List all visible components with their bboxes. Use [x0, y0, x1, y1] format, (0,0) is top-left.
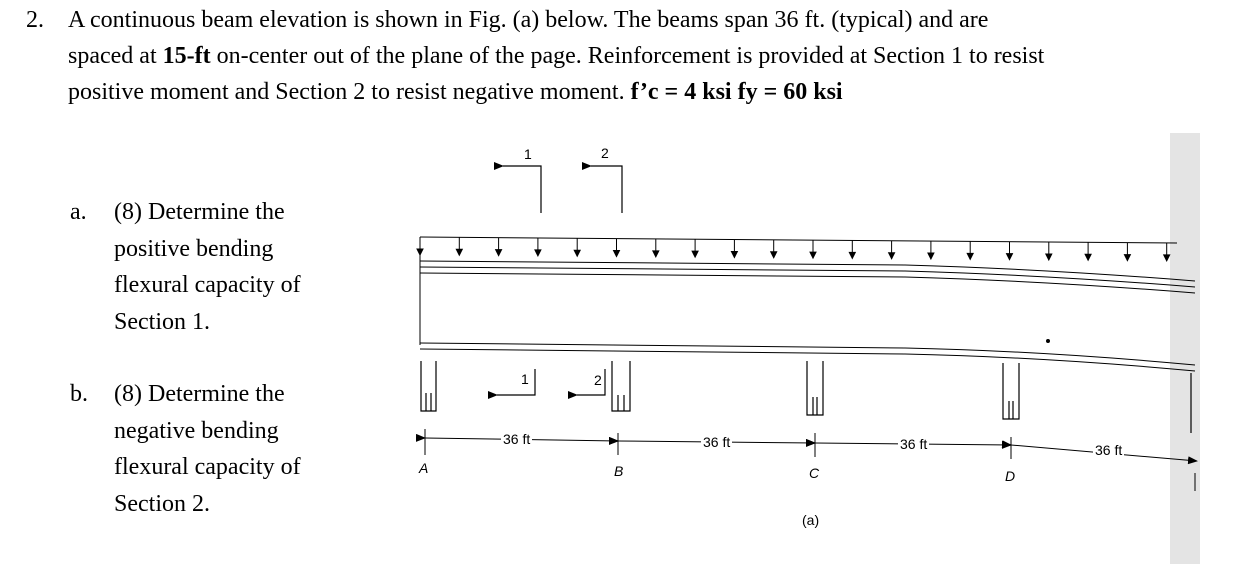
part-line: negative bending: [114, 417, 279, 444]
part-line: flexural capacity of: [114, 454, 301, 480]
span-label-cd: 36 ft: [900, 436, 928, 452]
intro-line-3: [68, 74, 1218, 110]
intro-text: on-center out of the plane of the page. Reinforcement is provided at Section 1 to resist: [210, 43, 1045, 69]
part-line: flexural capacity of: [114, 272, 301, 298]
load-arrow-head: [928, 253, 934, 259]
load-arrow-head: [574, 250, 580, 256]
load-arrow-head: [967, 253, 973, 259]
span-label-bc: 36 ft: [703, 434, 731, 450]
part-text: [114, 376, 354, 522]
intro-text: positive moment and Section 2 to resist negative moment.: [68, 79, 631, 105]
section-mark-1: 1: [524, 146, 532, 162]
load-arrow-head: [1007, 254, 1013, 260]
support-label-b: B: [614, 463, 624, 479]
support-label-c: C: [809, 465, 820, 481]
section-mark-2: 2: [601, 145, 609, 161]
part-letter: a.: [70, 199, 87, 225]
span-dimensions: [425, 429, 1197, 491]
problem-number: 2.: [26, 7, 44, 33]
load-arrow-head: [731, 251, 737, 257]
intro-line-1: A continuous beam elevation is shown in Fig. (a) below. The beams span 36 ft. (typical) and are: [68, 7, 989, 33]
support-label-a: A: [419, 460, 429, 476]
support-columns: [421, 361, 1191, 433]
problem-intro: [68, 2, 1218, 110]
load-arrow-head: [692, 251, 698, 257]
load-arrow-head: [1124, 255, 1130, 261]
load-arrow-head: [1085, 254, 1091, 260]
support-label-d: D: [1005, 468, 1016, 484]
distributed-load: [417, 237, 1177, 261]
section-cut-1-top: [503, 166, 541, 213]
part-line: (8) Determine the: [114, 199, 285, 225]
section-mark-1-bottom: 1: [521, 371, 529, 387]
load-arrow-head: [535, 250, 541, 256]
load-arrow-head: [889, 253, 895, 259]
intro-text: spaced at: [68, 43, 163, 69]
section-cut-1-bottom: [497, 369, 535, 395]
load-arrow-head: [653, 251, 659, 257]
part-line: Section 2.: [114, 490, 210, 517]
section-cut-2-top: [591, 166, 622, 213]
part-letter: b.: [70, 381, 88, 407]
span-label-ab: 36 ft: [503, 431, 531, 447]
part-line: Section 1.: [114, 308, 210, 335]
part-line: positive bending: [114, 235, 274, 262]
scan-edge: [1170, 133, 1200, 564]
beam-elevation-drawing: [405, 133, 1200, 564]
load-arrow-head: [771, 252, 777, 258]
figure-caption: (a): [802, 512, 820, 528]
material-properties: f’c = 4 ksi fy = 60 ksi: [630, 79, 843, 105]
intro-line-2: [68, 38, 1218, 74]
section-mark-2-bottom: 2: [594, 372, 602, 388]
spacing-value: 15-ft: [162, 43, 211, 69]
part-text: [114, 194, 354, 340]
span-label-de: 36 ft: [1095, 442, 1123, 458]
load-arrow-head: [1046, 254, 1052, 260]
load-arrow-head: [496, 250, 502, 256]
load-arrow-head: [1164, 255, 1170, 261]
load-arrow-head: [810, 252, 816, 258]
beam-elevation-figure: [405, 133, 1200, 564]
part-line: (8) Determine the: [114, 381, 285, 407]
load-arrow-head: [614, 251, 620, 257]
load-arrow-head: [456, 249, 462, 255]
load-arrow-head: [849, 252, 855, 258]
